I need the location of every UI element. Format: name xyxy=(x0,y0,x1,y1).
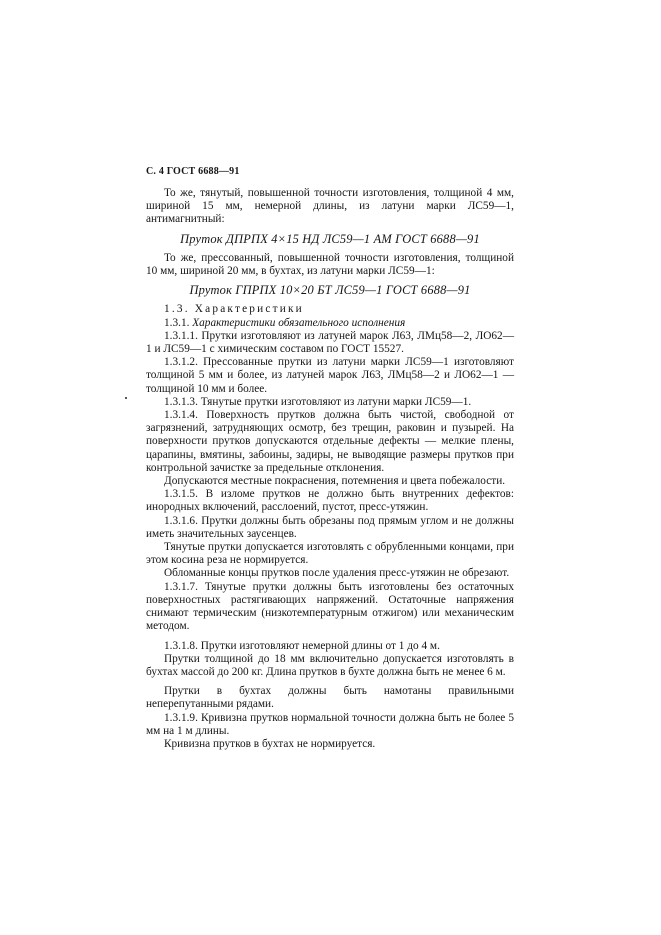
clause-1-3-1-6-note-1: Тянутые прутки допускается изготовлять с обрубленными концами, при этом косина реза не нормируется. xyxy=(146,541,514,567)
clause-1-3-1-1: 1.3.1.1. Прутки изготовляют из латуней марок Л63, ЛМц58—2, ЛО62—1 и ЛС59—1 с химическим составом по ГОСТ 15527. xyxy=(146,329,514,356)
designation-example-1: Пруток ДПРПХ 4×15 НД ЛС59—1 АМ ГОСТ 6688—91 xyxy=(180,231,480,246)
section-number: 1.3.1. xyxy=(164,316,190,329)
clause-1-3-1-7: 1.3.1.7. Тянутые прутки должны быть изготовлены без остаточных поверхностных растягивающих напряжений. Остаточные напряжения снимают термическим (низкотемпературным отжигом) или механическим методом. xyxy=(146,580,514,633)
clause-1-3-1-8-note-1: Прутки толщиной до 18 мм включительно допускается изготовлять в бухтах массой до 200 кг. Длина прутков в бухте должна быть не менее 6 м. xyxy=(146,652,514,678)
clause-1-3-1-4-note: Допускаются местные покраснения, потемнения и цвета побежалости. xyxy=(164,475,506,488)
clause-1-3-1-8: 1.3.1.8. Прутки изготовляют немерной длины от 1 до 4 м. xyxy=(164,639,440,652)
paragraph-drawn-example: То же, тянутый, повышенной точности изготовления, толщиной 4 мм, шириной 15 мм, немерной длины, из латуни марки ЛС59—1, антимагнитный: xyxy=(146,187,514,226)
margin-mark xyxy=(125,397,127,399)
clause-1-3-1-6-note-2: Обломанные концы прутков после удаления пресс-утяжин не обрезают. xyxy=(164,567,510,580)
paragraph-pressed-example: То же, прессованный, повышенной точности изготовления, толщиной 10 мм, шириной 20 мм, в бухтах, из латуни марки ЛС59—1: xyxy=(146,251,514,278)
page-header: С. 4 ГОСТ 6688—91 xyxy=(146,166,240,177)
clause-1-3-1-3: 1.3.1.3. Тянутые прутки изготовляют из латуни марки ЛС59—1. xyxy=(164,395,472,408)
clause-1-3-1-5: 1.3.1.5. В изломе прутков не должно быть внутренних дефектов: инородных включений, расслоений, пустот, пресс-утяжин. xyxy=(146,488,514,514)
section-heading-1-3: 1.3. Характеристики xyxy=(164,303,304,316)
section-title: Характеристики обязательного исполнения xyxy=(192,316,406,329)
clause-1-3-1-4: 1.3.1.4. Поверхность прутков должна быть чистой, свободной от загрязнений, затрудняющих осмотр, без трещин, раковин и пузырей. На поверхности прутков допускаются отдельные дефекты — мелкие плены, царапины, вмятины, забоины, задиры, не выводящие размеры прутков при контрольной зачистке за предельные отклонения. xyxy=(146,409,514,474)
clause-1-3-1-2: 1.3.1.2. Прессованные прутки из латуни марки ЛС59—1 изготовляют толщиной 5 мм и более, из латуней марок Л63, ЛМц58—2 и ЛО62—1 — толщиной 10 мм и более. xyxy=(146,356,514,395)
clause-1-3-1-9: 1.3.1.9. Кривизна прутков нормальной точности должна быть не более 5 мм на 1 м длины. xyxy=(146,711,514,737)
clause-1-3-1-9-note: Кривизна прутков в бухтах не нормируется. xyxy=(164,737,376,750)
clause-1-3-1-6: 1.3.1.6. Прутки должны быть обрезаны под прямым углом и не должны иметь значительных заусенцев. xyxy=(146,514,514,540)
designation-example-2: Пруток ГПРПХ 10×20 БТ ЛС59—1 ГОСТ 6688—91 xyxy=(189,283,471,298)
section-heading-1-3-1 xyxy=(146,317,514,330)
document-body xyxy=(146,187,514,751)
clause-1-3-1-8-note-2: Прутки в бухтах должны быть намотаны правильными неперепутанными рядами. xyxy=(146,685,514,711)
